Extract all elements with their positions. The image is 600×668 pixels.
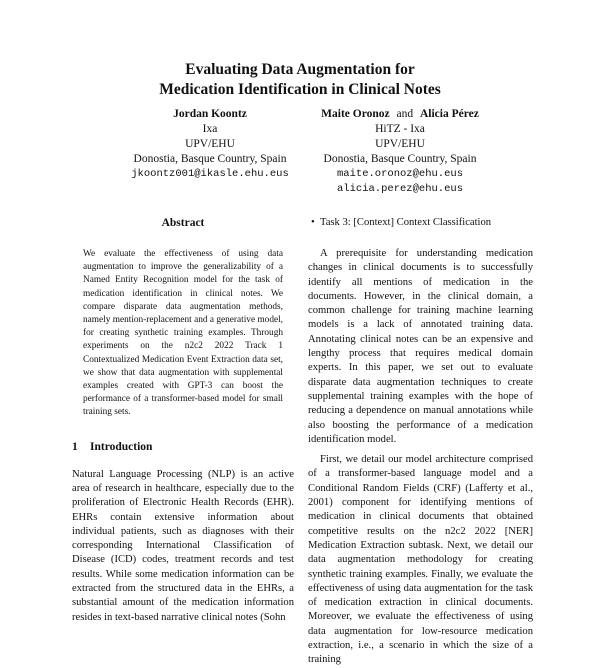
author-affiliation: Ixa <box>202 123 218 135</box>
body-paragraph: First, we detail our model architecture comprised of a transformer-based language model and a Conditional Random Fields (CRF) (Lafferty et al., 2001) component for identifying mentions of medication in clinical documents that obtained competitive results on the n2c2 2022 [NER] Medication Extraction subtask. Next, we detail our data augmentation methodology for creating synthetic training examples. Finally, we evaluate the effectiveness of using data augmentation for the task of medication extraction in clinical documents. Moreover, we evaluate the effectiveness of using data augmentation for low-resource medication extraction, i.e., a scenario in which the size of a training <box>308 454 533 666</box>
author-name: Maite Oronoz <box>321 108 390 120</box>
paper-title-line1: Evaluating Data Augmentation for <box>185 61 415 78</box>
paper-title-line2: Medication Identification in Clinical Notes <box>159 81 441 98</box>
author-name: Jordan Koontz <box>173 108 247 120</box>
author-name: Alicia Pérez <box>419 108 479 120</box>
introduction-paragraph: Natural Language Processing (NLP) is an active area of research in healthcare, especially due to the proliferation of Electronic Health Records (EHR). EHRs contain extensive information about individual patients, such as diagnoses with their corresponding International Classification of Disease (ICD) codes, treatment records and test results. While some medication information can be extracted from the structured data in the EHRs, a substantial amount of the medication information resides in text-based narrative clinical notes (Sohn <box>72 468 294 623</box>
author-affiliation: HiTZ - Ixa <box>375 123 425 135</box>
section-number: 1 <box>72 440 78 453</box>
author-location: Donostia, Basque Country, Spain <box>133 153 287 165</box>
paper-title <box>0 60 600 100</box>
bullet-icon: • <box>311 217 315 228</box>
section-title-text: Introduction <box>90 440 153 453</box>
author-block-right <box>290 107 510 197</box>
author-location: Donostia, Basque Country, Spain <box>323 153 477 165</box>
author-email: jkoontz001@ikasle.ehu.eus <box>131 168 289 180</box>
author-email: alicia.perez@ehu.eus <box>336 183 464 195</box>
abstract-body: We evaluate the effectiveness of using data augmentation to improve the generalizability of a Named Entity Recognition model for the task of medication identification in clinical notes. We compare disparate data augmentation methods, namely mention-replacement and a generative model, for creating synthetic training examples. Through experiments on the n2c2 2022 Track 1 Contextualized Medication Event Extraction data set, we show that data augmentation with supplemental examples created with GPT-3 can boost the performance of a transformer-based model for small training sets. <box>83 249 283 418</box>
author-affiliation: UPV/EHU <box>375 138 425 150</box>
section-heading-introduction <box>72 440 294 454</box>
author-email: maite.oronoz@ehu.eus <box>336 168 464 180</box>
task-label: Task 3: [Context] Context Classification <box>320 217 492 228</box>
author-conjunction: and <box>396 108 414 120</box>
task-list-item <box>308 216 533 230</box>
abstract-heading: Abstract <box>161 217 205 229</box>
body-paragraph: A prerequisite for understanding medication changes in clinical documents is to successfully identify all mentions of medication in the documents. However, in the clinical domain, a common challenge for training machine learning models is a lack of annotated training data. Annotating clinical notes can be an expensive and lengthy process that requires medical domain experts. In this paper, we set out to evaluate disparate data augmentation techniques to create supplemental training examples with the hope of reducing a dependence on manual annotations while also boosting the performance of a medication identification model. <box>308 248 533 445</box>
left-column <box>72 216 294 625</box>
author-block-left <box>100 107 320 182</box>
author-affiliation: UPV/EHU <box>185 138 235 150</box>
